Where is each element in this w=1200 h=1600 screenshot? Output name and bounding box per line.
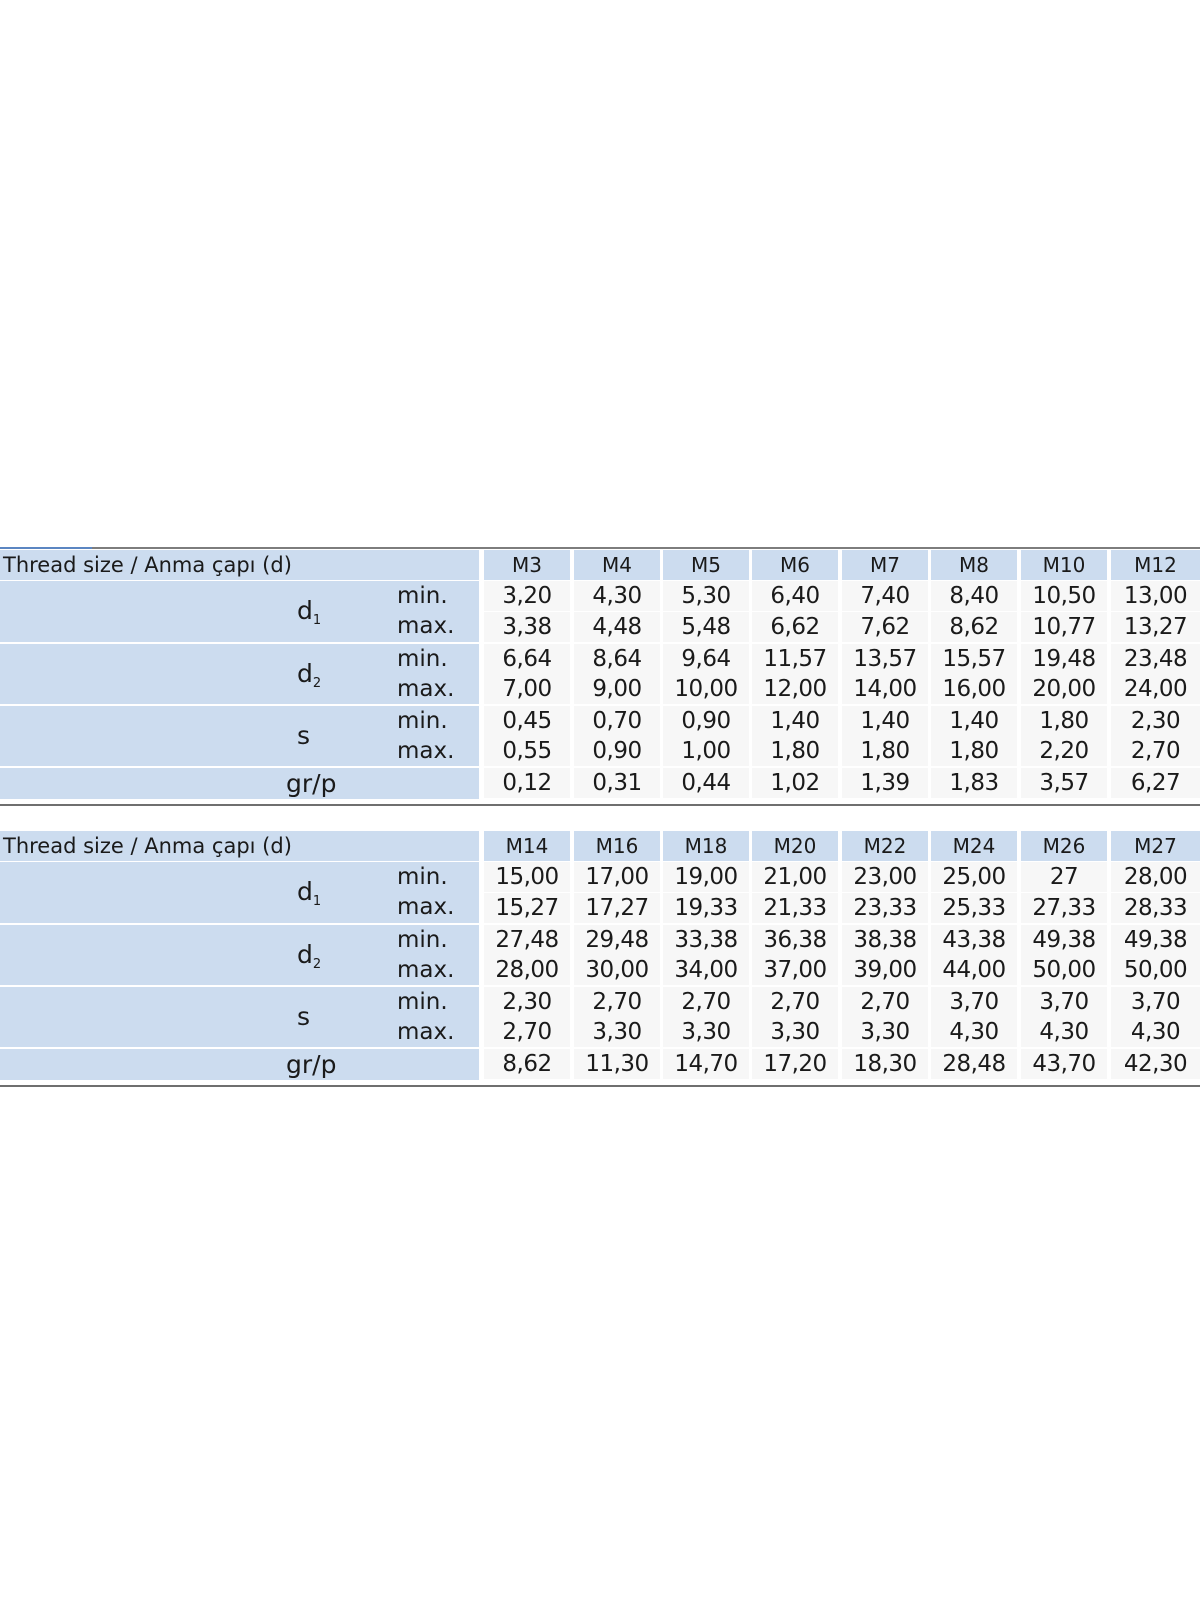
value-cell: 13,57	[842, 644, 928, 674]
max-label: max.	[397, 613, 455, 639]
value-cell: 18,30	[842, 1049, 928, 1079]
value-cell: 6,64	[484, 644, 570, 674]
value-cell: 50,00	[1021, 955, 1107, 985]
max-label: max.	[397, 894, 455, 920]
value-cell: 43,38	[931, 925, 1017, 955]
header-row	[0, 831, 1200, 861]
value-cell: 8,40	[931, 581, 1017, 611]
value-cell: 15,00	[484, 862, 570, 892]
value-cell: 14,70	[663, 1049, 749, 1079]
value-cell: 37,00	[752, 955, 838, 985]
value-cell: 3,30	[842, 1017, 928, 1047]
d1-max-row	[0, 893, 1200, 923]
value-cell: 1,40	[842, 706, 928, 736]
d1-min-row	[0, 862, 1200, 892]
weight-row	[0, 1049, 1200, 1079]
value-cell: 5,30	[663, 581, 749, 611]
thread-size-cell: M6	[752, 550, 838, 580]
header-label: Thread size / Anma çapı (d)	[3, 834, 292, 858]
min-label: min.	[397, 646, 448, 672]
value-cell: 3,70	[931, 987, 1017, 1017]
header-row	[0, 550, 1200, 580]
value-cell: 6,27	[1111, 768, 1200, 798]
value-cell: 10,77	[1021, 612, 1107, 642]
d2-min-row	[0, 644, 1200, 674]
value-cell: 0,90	[574, 736, 660, 766]
value-cell: 36,38	[752, 925, 838, 955]
value-cell: 3,57	[1021, 768, 1107, 798]
value-cell: 9,00	[574, 674, 660, 704]
d1-symbol: $d_1$	[297, 596, 322, 628]
value-cell: 28,48	[931, 1049, 1017, 1079]
header-label-cell	[0, 831, 479, 861]
table-top-accent	[0, 547, 92, 549]
value-cell: 44,00	[931, 955, 1017, 985]
value-cell: 15,57	[931, 644, 1017, 674]
value-cell: 13,27	[1111, 612, 1200, 642]
value-cell: 2,30	[1111, 706, 1200, 736]
value-cell: 0,12	[484, 768, 570, 798]
thread-size-cell: M3	[484, 550, 570, 580]
d1-min-row	[0, 581, 1200, 611]
value-cell: 1,80	[752, 736, 838, 766]
value-cell: 1,40	[931, 706, 1017, 736]
thread-size-cell: M26	[1021, 831, 1107, 861]
value-cell: 42,30	[1111, 1049, 1200, 1079]
value-cell: 0,45	[484, 706, 570, 736]
s-symbol: s	[297, 721, 311, 750]
value-cell: 4,30	[574, 581, 660, 611]
max-label: max.	[397, 738, 455, 764]
value-cell: 9,64	[663, 644, 749, 674]
value-cell: 2,20	[1021, 736, 1107, 766]
thread-size-cell: M4	[574, 550, 660, 580]
value-cell: 2,30	[484, 987, 570, 1017]
thread-size-cell: M18	[663, 831, 749, 861]
weight-label: gr/p	[286, 769, 337, 798]
value-cell: 7,40	[842, 581, 928, 611]
value-cell: 30,00	[574, 955, 660, 985]
value-cell: 0,44	[663, 768, 749, 798]
thread-size-cell: M8	[931, 550, 1017, 580]
max-label: max.	[397, 676, 455, 702]
value-cell: 1,80	[842, 736, 928, 766]
value-cell: 1,39	[842, 768, 928, 798]
s-symbol: s	[297, 1002, 311, 1031]
table-top-rule	[0, 547, 1200, 549]
value-cell: 1,02	[752, 768, 838, 798]
value-cell: 17,00	[574, 862, 660, 892]
value-cell: 3,38	[484, 612, 570, 642]
thread-size-cell: M5	[663, 550, 749, 580]
min-label: min.	[397, 927, 448, 953]
value-cell: 13,00	[1111, 581, 1200, 611]
value-cell: 2,70	[574, 987, 660, 1017]
value-cell: 2,70	[842, 987, 928, 1017]
value-cell: 15,27	[484, 893, 570, 923]
value-cell: 20,00	[1021, 674, 1107, 704]
thread-size-cell: M14	[484, 831, 570, 861]
value-cell: 3,30	[574, 1017, 660, 1047]
value-cell: 11,30	[574, 1049, 660, 1079]
header-label-cell	[0, 550, 479, 580]
value-cell: 34,00	[663, 955, 749, 985]
value-cell: 28,33	[1111, 893, 1200, 923]
thread-size-cell: M7	[842, 550, 928, 580]
value-cell: 29,48	[574, 925, 660, 955]
max-label: max.	[397, 1019, 455, 1045]
value-cell: 23,33	[842, 893, 928, 923]
d2-symbol: $d_2$	[297, 940, 322, 972]
value-cell: 2,70	[1111, 736, 1200, 766]
value-cell: 33,38	[663, 925, 749, 955]
s-min-row	[0, 706, 1200, 736]
value-cell: 25,33	[931, 893, 1017, 923]
value-cell: 7,00	[484, 674, 570, 704]
d2-min-row	[0, 925, 1200, 955]
value-cell: 21,33	[752, 893, 838, 923]
value-cell: 8,64	[574, 644, 660, 674]
value-cell: 19,00	[663, 862, 749, 892]
value-cell: 23,48	[1111, 644, 1200, 674]
value-cell: 3,30	[663, 1017, 749, 1047]
value-cell: 2,70	[484, 1017, 570, 1047]
value-cell: 24,00	[1111, 674, 1200, 704]
value-cell: 3,20	[484, 581, 570, 611]
value-cell: 0,31	[574, 768, 660, 798]
value-cell: 25,00	[931, 862, 1017, 892]
thread-size-cell: M12	[1111, 550, 1200, 580]
thread-size-cell: M27	[1111, 831, 1200, 861]
table-bottom-rule	[0, 1085, 1200, 1087]
value-cell: 3,70	[1021, 987, 1107, 1017]
table-bottom-rule	[0, 804, 1200, 806]
min-label: min.	[397, 583, 448, 609]
thread-size-cell: M24	[931, 831, 1017, 861]
value-cell: 21,00	[752, 862, 838, 892]
value-cell: 49,38	[1111, 925, 1200, 955]
value-cell: 1,83	[931, 768, 1017, 798]
min-label: min.	[397, 708, 448, 734]
value-cell: 6,40	[752, 581, 838, 611]
value-cell: 1,80	[1021, 706, 1107, 736]
value-cell: 10,00	[663, 674, 749, 704]
weight-label: gr/p	[286, 1050, 337, 1079]
value-cell: 1,00	[663, 736, 749, 766]
value-cell: 38,38	[842, 925, 928, 955]
value-cell: 4,48	[574, 612, 660, 642]
d1-symbol: $d_1$	[297, 877, 322, 909]
value-cell: 3,70	[1111, 987, 1200, 1017]
value-cell: 27	[1021, 862, 1107, 892]
d2-symbol: $d_2$	[297, 659, 322, 691]
value-cell: 8,62	[931, 612, 1017, 642]
value-cell: 11,57	[752, 644, 838, 674]
value-cell: 14,00	[842, 674, 928, 704]
value-cell: 5,48	[663, 612, 749, 642]
value-cell: 4,30	[1111, 1017, 1200, 1047]
value-cell: 3,30	[752, 1017, 838, 1047]
weight-row	[0, 768, 1200, 798]
thread-size-cell: M20	[752, 831, 838, 861]
value-cell: 19,48	[1021, 644, 1107, 674]
value-cell: 28,00	[484, 955, 570, 985]
value-cell: 23,00	[842, 862, 928, 892]
value-cell: 2,70	[663, 987, 749, 1017]
value-cell: 17,20	[752, 1049, 838, 1079]
value-cell: 27,48	[484, 925, 570, 955]
d1-max-row	[0, 612, 1200, 642]
value-cell: 43,70	[1021, 1049, 1107, 1079]
value-cell: 28,00	[1111, 862, 1200, 892]
value-cell: 27,33	[1021, 893, 1107, 923]
value-cell: 1,40	[752, 706, 838, 736]
d2-max-row	[0, 955, 1200, 985]
min-label: min.	[397, 989, 448, 1015]
value-cell: 7,62	[842, 612, 928, 642]
value-cell: 19,33	[663, 893, 749, 923]
min-label: min.	[397, 864, 448, 890]
value-cell: 16,00	[931, 674, 1017, 704]
s-max-row	[0, 1017, 1200, 1047]
thread-size-cell: M16	[574, 831, 660, 861]
value-cell: 39,00	[842, 955, 928, 985]
value-cell: 0,70	[574, 706, 660, 736]
value-cell: 2,70	[752, 987, 838, 1017]
thread-size-cell: M22	[842, 831, 928, 861]
value-cell: 12,00	[752, 674, 838, 704]
s-min-row	[0, 987, 1200, 1017]
value-cell: 17,27	[574, 893, 660, 923]
header-label: Thread size / Anma çapı (d)	[3, 553, 292, 577]
thread-size-cell: M10	[1021, 550, 1107, 580]
value-cell: 8,62	[484, 1049, 570, 1079]
s-max-row	[0, 736, 1200, 766]
value-cell: 0,55	[484, 736, 570, 766]
value-cell: 1,80	[931, 736, 1017, 766]
value-cell: 49,38	[1021, 925, 1107, 955]
value-cell: 0,90	[663, 706, 749, 736]
value-cell: 10,50	[1021, 581, 1107, 611]
value-cell: 50,00	[1111, 955, 1200, 985]
value-cell: 4,30	[1021, 1017, 1107, 1047]
d2-max-row	[0, 674, 1200, 704]
value-cell: 6,62	[752, 612, 838, 642]
value-cell: 4,30	[931, 1017, 1017, 1047]
max-label: max.	[397, 957, 455, 983]
